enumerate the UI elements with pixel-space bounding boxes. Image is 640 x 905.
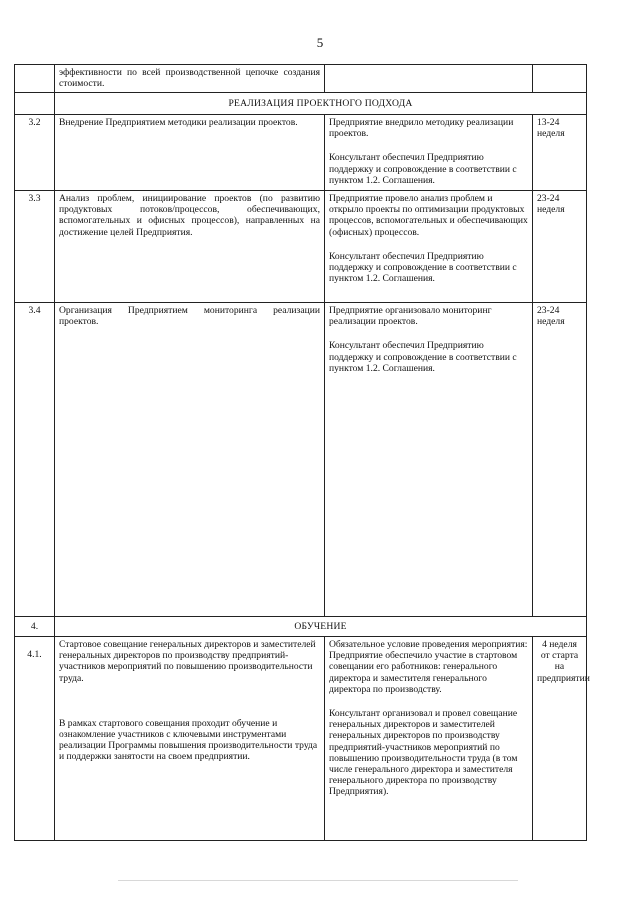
activity-cell: Внедрение Предприятием методики реализации проектов.	[55, 115, 325, 191]
activity-cell: эффективности по всей производственной цепочке создания стоимости.	[55, 65, 325, 93]
term-cell: 23-24 неделя	[533, 303, 587, 617]
scan-artifact-line	[118, 880, 518, 881]
result-text: Предприятие организовало мониторинг реализации проектов.	[329, 305, 492, 328]
result-text: Предприятие провело анализ проблем и открыло проекты по оптимизации продуктовых процессов, вспомогательных и обеспечивающих (офисных) процессов.	[329, 193, 528, 238]
section-title: ОБУЧЕНИЕ	[55, 617, 587, 637]
activity-cell: Организация Предприятием мониторинга реализации проектов.	[55, 303, 325, 617]
row-number: 3.2	[15, 115, 55, 191]
section-title: РЕАЛИЗАЦИЯ ПРОЕКТНОГО ПОДХОДА	[55, 93, 587, 115]
row-number: 3.3	[15, 191, 55, 303]
term-cell: 13-24 неделя	[533, 115, 587, 191]
table-row	[15, 65, 587, 93]
activity-text: Стартовое совещание генеральных директоров и заместителей генеральных директоров по производству предприятий-участников мероприятий по повышению производительности труда.	[59, 639, 316, 684]
num-cell	[15, 93, 55, 115]
result-text: Консультант обеспечил Предприятию поддержку и сопровождение в соответствии с пунктом 1.2. Соглашения.	[329, 340, 517, 374]
activity-cell: Анализ проблем, инициирование проектов (по развитию продуктовых потоков/процессов, обеспечивающих, вспомогательных и офисных процессов), направленных на достижение целей Предприятия.	[55, 191, 325, 303]
table-row	[15, 191, 587, 303]
table-row	[15, 637, 587, 841]
section-number: 4.	[15, 617, 55, 637]
result-text: Консультант обеспечил Предприятию поддержку и сопровождение в соответствии с пунктом 1.2. Соглашения.	[329, 152, 517, 186]
result-text: Обязательное условие проведения мероприятия: Предприятие обеспечило участие в стартовом совещании его работников: генерального директора и заместителя генерального директора по производству.	[329, 639, 528, 695]
result-cell	[325, 115, 533, 191]
result-cell	[325, 191, 533, 303]
activity-cell	[55, 637, 325, 841]
term-cell	[533, 65, 587, 93]
activities-table	[14, 64, 590, 841]
section-header-row	[15, 93, 587, 115]
num-cell	[15, 65, 55, 93]
result-cell	[325, 65, 533, 93]
result-text: Консультант обеспечил Предприятию поддержку и сопровождение в соответствии с пунктом 1.2. Соглашения.	[329, 250, 517, 285]
row-number: 3.4	[15, 303, 55, 617]
row-number: 4.1.	[15, 637, 55, 841]
term-cell: 4 неделя от старта на предприятии	[533, 637, 587, 841]
result-cell	[325, 303, 533, 617]
result-text: Консультант организовал и провел совещание генеральных директоров и заместителей генеральных директоров по производству предприятий-участников мероприятий по повышению производительности труда (в том числе генерального директора и заместителя генерального директора по производству Предприятия).	[329, 708, 518, 798]
page-number: 5	[316, 35, 324, 50]
activity-text: В рамках стартового совещания проходит обучение и ознакомление участников с ключевыми инструментами реализации Программы повышения производительности труда и поддержки занятости на своем предприятии.	[59, 717, 318, 763]
table-row	[15, 115, 587, 191]
table-row	[15, 303, 587, 617]
result-cell	[325, 637, 533, 841]
term-cell: 23-24 неделя	[533, 191, 587, 303]
section-header-row	[15, 617, 587, 637]
result-text: Предприятие внедрило методику реализации проектов.	[329, 117, 514, 140]
